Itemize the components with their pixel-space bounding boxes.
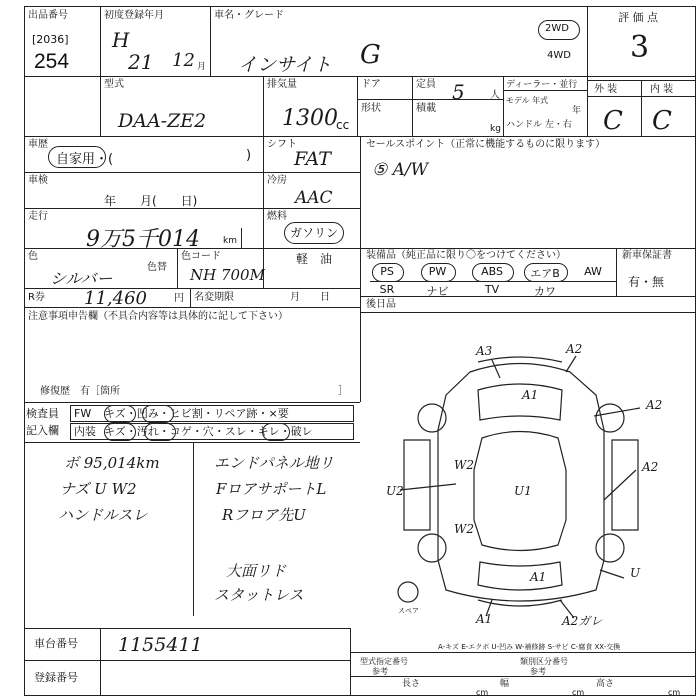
car-body-outline <box>438 364 604 602</box>
mark-u-rear: U <box>630 566 641 580</box>
note-right-2: Rフロア先U <box>222 506 306 524</box>
inspector-label: 検査員 <box>26 407 59 420</box>
wheel-rl <box>418 534 446 562</box>
reg-number-label: 登録番号 <box>34 671 78 684</box>
spare-label: スペア <box>398 607 419 615</box>
color-label: 色 <box>28 251 38 262</box>
color-code-value: NH 700M <box>190 266 265 284</box>
first-reg-label: 初度登録年月 <box>104 10 164 21</box>
exterior-label: 外 装 <box>594 84 618 95</box>
capacity-value: 5 <box>452 80 465 104</box>
fuel-value: ガソリン <box>290 226 339 240</box>
grid-line <box>350 652 696 653</box>
shape-label: 形状 <box>361 103 381 114</box>
year-value: 21 <box>128 50 154 74</box>
damage-legend: A-キズ E-エクボ U-凹み W-補修跡 S-サビ C-腐食 XX-交換 <box>438 643 621 651</box>
score-label: 評 価 点 <box>618 11 658 24</box>
mark-a2-rear: A2ガレ <box>562 614 603 628</box>
fuel-label: 燃料 <box>267 211 287 222</box>
equip-aw: AW <box>584 265 602 278</box>
era-value: H <box>112 28 130 52</box>
mark-a1-hood: A1 <box>522 388 539 402</box>
fill-label: 記入欄 <box>26 424 59 437</box>
drive-4wd: 4WD <box>547 50 571 61</box>
car-name: インサイト <box>238 54 332 76</box>
lot-number: 254 <box>34 50 70 73</box>
inspection-date-label: 車検 <box>28 175 48 186</box>
cm-2: cm <box>572 688 585 697</box>
mark-a2-side: A2 <box>642 460 659 474</box>
mark-w2-lower: W2 <box>454 522 474 536</box>
height-label: 高さ <box>596 679 615 689</box>
note-left-0: ボ 95,014km <box>64 454 160 472</box>
model-label: 型式 <box>104 79 124 90</box>
wheel-fl <box>418 404 446 432</box>
cm-1: cm <box>476 688 489 697</box>
mark-w2-left: W2 <box>454 458 474 472</box>
equip-sr: SR <box>379 283 395 296</box>
mark-a3: A3 <box>476 344 493 358</box>
inspection-date-text: 年 月( 日) <box>104 194 198 208</box>
model-year-label: モデル 年式 <box>506 96 549 105</box>
regdate-text: 月 日 <box>290 292 330 303</box>
chassis-value: 1155411 <box>118 634 203 656</box>
displacement-unit: cc <box>336 118 350 132</box>
equipment-label: 装備品（純正品に限り〇をつけてください） <box>366 250 566 261</box>
mark-a1-rear: A1 <box>476 612 493 626</box>
color-code-label: 色コード <box>181 251 221 262</box>
car-trunk <box>478 562 562 590</box>
equip-pw: PW <box>428 265 447 278</box>
mileage-label: 走行 <box>28 211 48 222</box>
fuel-alt: 軽 油 <box>296 252 333 266</box>
equip-abs: ABS <box>481 265 503 278</box>
capacity-label: 定員 <box>416 79 436 90</box>
note-left-2: ハンドルスレ <box>58 506 148 524</box>
grid-line <box>350 628 351 696</box>
length-label: 長さ <box>402 679 421 689</box>
note-right-1: FロアサポートL <box>216 480 327 498</box>
door-left <box>404 440 430 530</box>
grid-line <box>24 628 350 629</box>
wheel-fr <box>596 404 624 432</box>
equip-tv: TV <box>484 283 500 296</box>
mark-u2: U2 <box>386 484 404 498</box>
displacement-label: 排気量 <box>267 79 297 90</box>
warranty-label: 新車保証書 <box>622 250 672 261</box>
selling-point-label: セールスポイント（正常に機能するものに限ります） <box>366 139 606 150</box>
note-left-1: ナズ U W2 <box>60 480 137 498</box>
r-value: 11,460 <box>84 288 147 309</box>
note-right-4: スタットレス <box>214 586 304 604</box>
color-change-label: 色替 <box>147 262 167 273</box>
interior-label: 内 装 <box>650 84 674 95</box>
grade-value: G <box>360 40 381 70</box>
shift-value: FAT <box>294 148 331 170</box>
chassis-label: 車台番号 <box>34 637 78 650</box>
mark-a1-trunk: A1 <box>530 570 547 584</box>
equip-navi: ナビ <box>426 285 449 298</box>
cm-3: cm <box>668 688 681 697</box>
warranty-value: 有・無 <box>628 275 665 289</box>
mileage-unit: km <box>223 236 237 246</box>
score-value: 3 <box>630 30 650 65</box>
equip-ps: PS <box>380 265 394 278</box>
drive-2wd: 2WD <box>545 23 569 34</box>
interior-inspection-label: 内装 <box>74 425 96 438</box>
lot-code: [2036] <box>32 33 69 46</box>
load-unit: kg <box>490 124 501 134</box>
spare-tire <box>398 582 418 602</box>
name-grade-label: 車名・グレード <box>214 10 284 21</box>
capacity-unit: 人 <box>490 90 500 101</box>
equip-leather: カワ <box>534 285 556 298</box>
displacement-value: 1300 <box>282 106 338 131</box>
equip-airbag: エアB <box>530 267 560 280</box>
month-unit: 月 <box>197 62 207 72</box>
ref-label-2: 参考 <box>530 667 546 676</box>
grid-line <box>24 660 350 661</box>
dealer-label: ディーラー・並行 <box>506 80 578 90</box>
r-unit: 円 <box>174 293 184 304</box>
note-right-3: 大面リド <box>226 562 287 580</box>
repair-label: 修復歴 有［箇所 <box>40 386 120 397</box>
regdate-label: 名変期限 <box>194 292 234 303</box>
fw-label: FW <box>74 407 92 420</box>
ref-label-1: 参考 <box>372 667 388 676</box>
load-label: 積載 <box>416 103 436 114</box>
r-label: R券 <box>28 292 45 303</box>
year-suffix: 年 <box>572 106 582 116</box>
use-label: 車歴 <box>28 139 48 150</box>
color-value: シルバー <box>50 269 113 288</box>
cls-label: 類別区分番号 <box>520 657 568 666</box>
selling-point-value: ⑤ A/W <box>372 160 429 180</box>
exterior-grade: C <box>603 106 623 136</box>
handle-label: ハンドル 左・右 <box>506 120 572 130</box>
door-label: ドア <box>361 79 381 90</box>
width-label: 幅 <box>500 679 510 689</box>
month-value: 12 <box>172 50 195 71</box>
cert-label: 型式指定番号 <box>360 657 408 666</box>
grid-line <box>350 676 696 677</box>
notes-label: 注意事項申告欄（不具合内容等は具体的に記して下さい） <box>28 311 288 322</box>
repair-close: ］ <box>338 386 348 397</box>
mark-a2-right: A2 <box>646 398 663 412</box>
door-right <box>612 440 638 530</box>
note-right-0: エンドパネル地リ <box>214 454 334 472</box>
ac-label: 冷房 <box>267 175 287 186</box>
interior-grade: C <box>652 106 672 136</box>
mark-u1: U1 <box>514 484 532 498</box>
mark-a2-front: A2 <box>566 342 583 356</box>
interior-items: キズ・汚れ・コゲ・穴・スレ・キレ・破レ <box>104 425 313 438</box>
use-close: ) <box>246 148 252 163</box>
car-hood <box>478 384 562 420</box>
use-value: 自家用・( <box>56 152 114 167</box>
wheel-rr <box>596 534 624 562</box>
mileage-value: 9万5千014 <box>86 227 200 252</box>
after-seat-label: 後日品 <box>366 299 396 310</box>
shift-label: シフト <box>267 139 297 150</box>
lot-label: 出品番号 <box>28 10 68 21</box>
grid-line <box>100 628 101 696</box>
ac-value: AAC <box>295 188 333 208</box>
fw-items: キズ・凹み・ヒビ割・リペア跡・×要 <box>104 407 289 420</box>
model-value: DAA-ZE2 <box>118 110 207 132</box>
